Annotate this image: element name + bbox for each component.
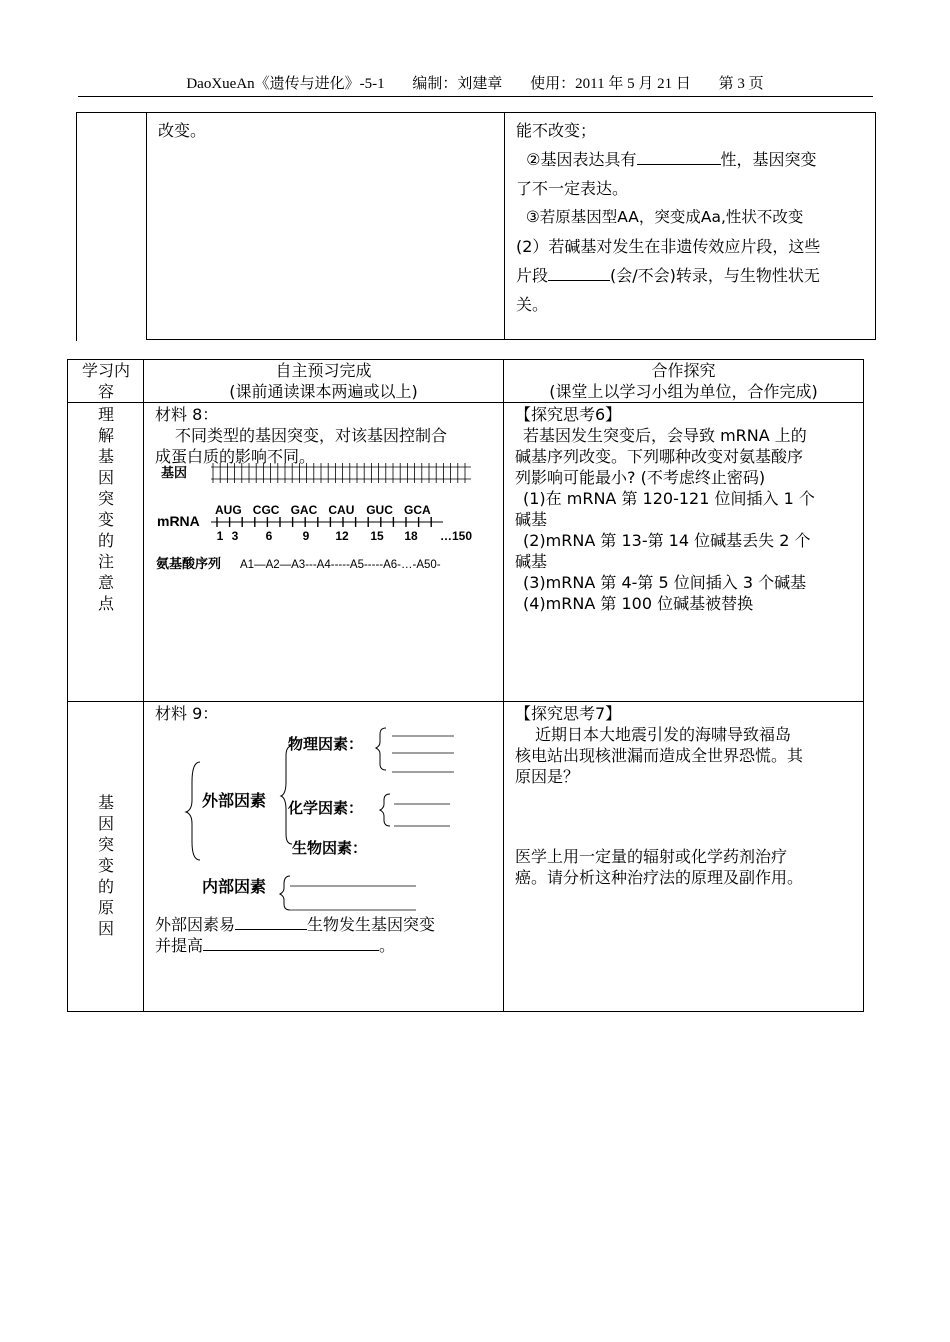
page-header bbox=[0, 72, 950, 93]
top-right-text: 能不改变； ②基因表达具有 性，基因突变 了不一定表达。 ③若原基因型AA，突变成Aa,性状不改变 (2）若碱基对发生在非遗传效应片段，这些 片段 (会/不会)转录，与生物性状无 关。 bbox=[516, 121, 821, 314]
codon-label: GCA bbox=[404, 503, 431, 517]
blank-transcribe[interactable] bbox=[548, 266, 610, 281]
position-label: 18 bbox=[404, 529, 418, 543]
position-label: 15 bbox=[370, 529, 384, 543]
material8: 材料 8： 不同类型的基因突变，对该基因控制合 成蛋白质的影响不同。 bbox=[155, 404, 500, 467]
material8-title: 材料 8： bbox=[155, 405, 219, 424]
mrna-label: mRNA bbox=[157, 513, 200, 529]
external-factors: 外部因素 bbox=[202, 793, 267, 810]
codon-label: GUC bbox=[366, 503, 393, 517]
biological-factors: 生物因素： bbox=[292, 840, 368, 857]
medical-question: 医学上用一定量的辐射或化学药剂治疗 癌。请分析这种治疗法的原理及副作用。 bbox=[515, 847, 804, 887]
aa-label: 氨基酸序列 bbox=[156, 556, 222, 571]
material9-title: 材料 9： bbox=[155, 704, 219, 723]
internal-brace bbox=[280, 876, 290, 910]
blank-induce[interactable] bbox=[235, 915, 307, 930]
row2-label: 基因突变的原因 bbox=[97, 793, 114, 938]
physical-factors: 物理因素： bbox=[288, 736, 364, 753]
option-2: (2)mRNA 第 13-第 14 位碱基丢失 2 个 bbox=[523, 531, 811, 550]
top-table bbox=[76, 112, 876, 341]
material9-fill: 外部因素易 生物发生基因突变 并提高 。 bbox=[155, 915, 436, 955]
aa-sequence: A1—A2—A3---A4-----A5-----A6-…-A50- bbox=[240, 559, 441, 571]
position-label: 1 bbox=[216, 529, 224, 543]
top-mid-text: 改变。 bbox=[158, 121, 207, 140]
col3-header: 合作探究 (课堂上以学习小组为单位，合作完成) bbox=[549, 361, 818, 401]
header-rule bbox=[78, 96, 873, 97]
doc-title: DaoXueAn《遗传与进化》-5-1 bbox=[186, 76, 385, 92]
option-3: (3)mRNA 第 4-第 5 位间插入 3 个碱基 bbox=[523, 573, 807, 592]
position-label: 3 bbox=[231, 529, 239, 543]
codon-label: AUG bbox=[215, 503, 242, 517]
col2-header: 自主预习完成 (课前通读课本两遍或以上) bbox=[229, 361, 418, 401]
position-labels bbox=[217, 529, 473, 543]
blank-rate[interactable] bbox=[203, 936, 379, 951]
physical-brace bbox=[376, 728, 386, 770]
position-label: 6 bbox=[265, 529, 273, 543]
outer-brace bbox=[186, 762, 200, 860]
option-1: (1)在 mRNA 第 120-121 位间插入 1 个 bbox=[523, 489, 815, 508]
position-label: 9 bbox=[302, 529, 310, 543]
mutation-causes-diagram bbox=[178, 722, 478, 912]
position-label: 12 bbox=[335, 529, 349, 543]
internal-factors: 内部因素 bbox=[202, 879, 267, 896]
explore6-title: 【探究思考6】 bbox=[515, 405, 622, 424]
editor: 编制：刘建章 bbox=[412, 76, 503, 92]
codon-label: CAU bbox=[328, 503, 355, 517]
explore6: 【探究思考6】 若基因发生突变后，会导致 mRNA 上的 碱基序列改变。下列哪种改变对氨基酸序 列影响可能最小? (不考虑终止密码) (1)在 mRNA 第 120-121 位间插入 1 个 碱基 (2)mRNA 第 13-第 14 位碱基丢失 2 个 碱基 (3)mRNA 第 4-第 5 位间插入 3 个碱基 (4)mRNA 第 100 位碱基被替换 bbox=[515, 404, 860, 614]
codon-labels bbox=[215, 503, 431, 517]
codon-label: CGC bbox=[252, 503, 280, 517]
gene-strand bbox=[211, 463, 471, 483]
chemical-brace bbox=[380, 794, 390, 826]
codon-label: GAC bbox=[290, 503, 318, 517]
main-table bbox=[67, 359, 864, 1012]
row1-label: 理解基因突变的注意点 bbox=[97, 405, 114, 613]
blank-specificity[interactable] bbox=[637, 150, 721, 165]
option-4: (4)mRNA 第 100 位碱基被替换 bbox=[523, 594, 754, 613]
explore7: 【探究思考7】 近期日本大地震引发的海啸导致福岛 核电站出现核泄漏而造成全世界恐慌。其 原因是？ bbox=[515, 703, 860, 787]
external-brace bbox=[281, 746, 292, 844]
usage-date: 使用：2011 年 5 月 21 日 bbox=[530, 76, 691, 92]
gene-mrna-diagram bbox=[153, 460, 503, 578]
explore7-title: 【探究思考7】 bbox=[515, 704, 622, 723]
position-label: …150 bbox=[440, 529, 473, 543]
page-number: 第 3 页 bbox=[718, 76, 764, 92]
mrna-strand bbox=[211, 517, 443, 527]
col1-header: 学习内容 bbox=[82, 361, 131, 401]
chemical-factors: 化学因素： bbox=[288, 800, 364, 817]
gene-label: 基因 bbox=[161, 465, 188, 480]
